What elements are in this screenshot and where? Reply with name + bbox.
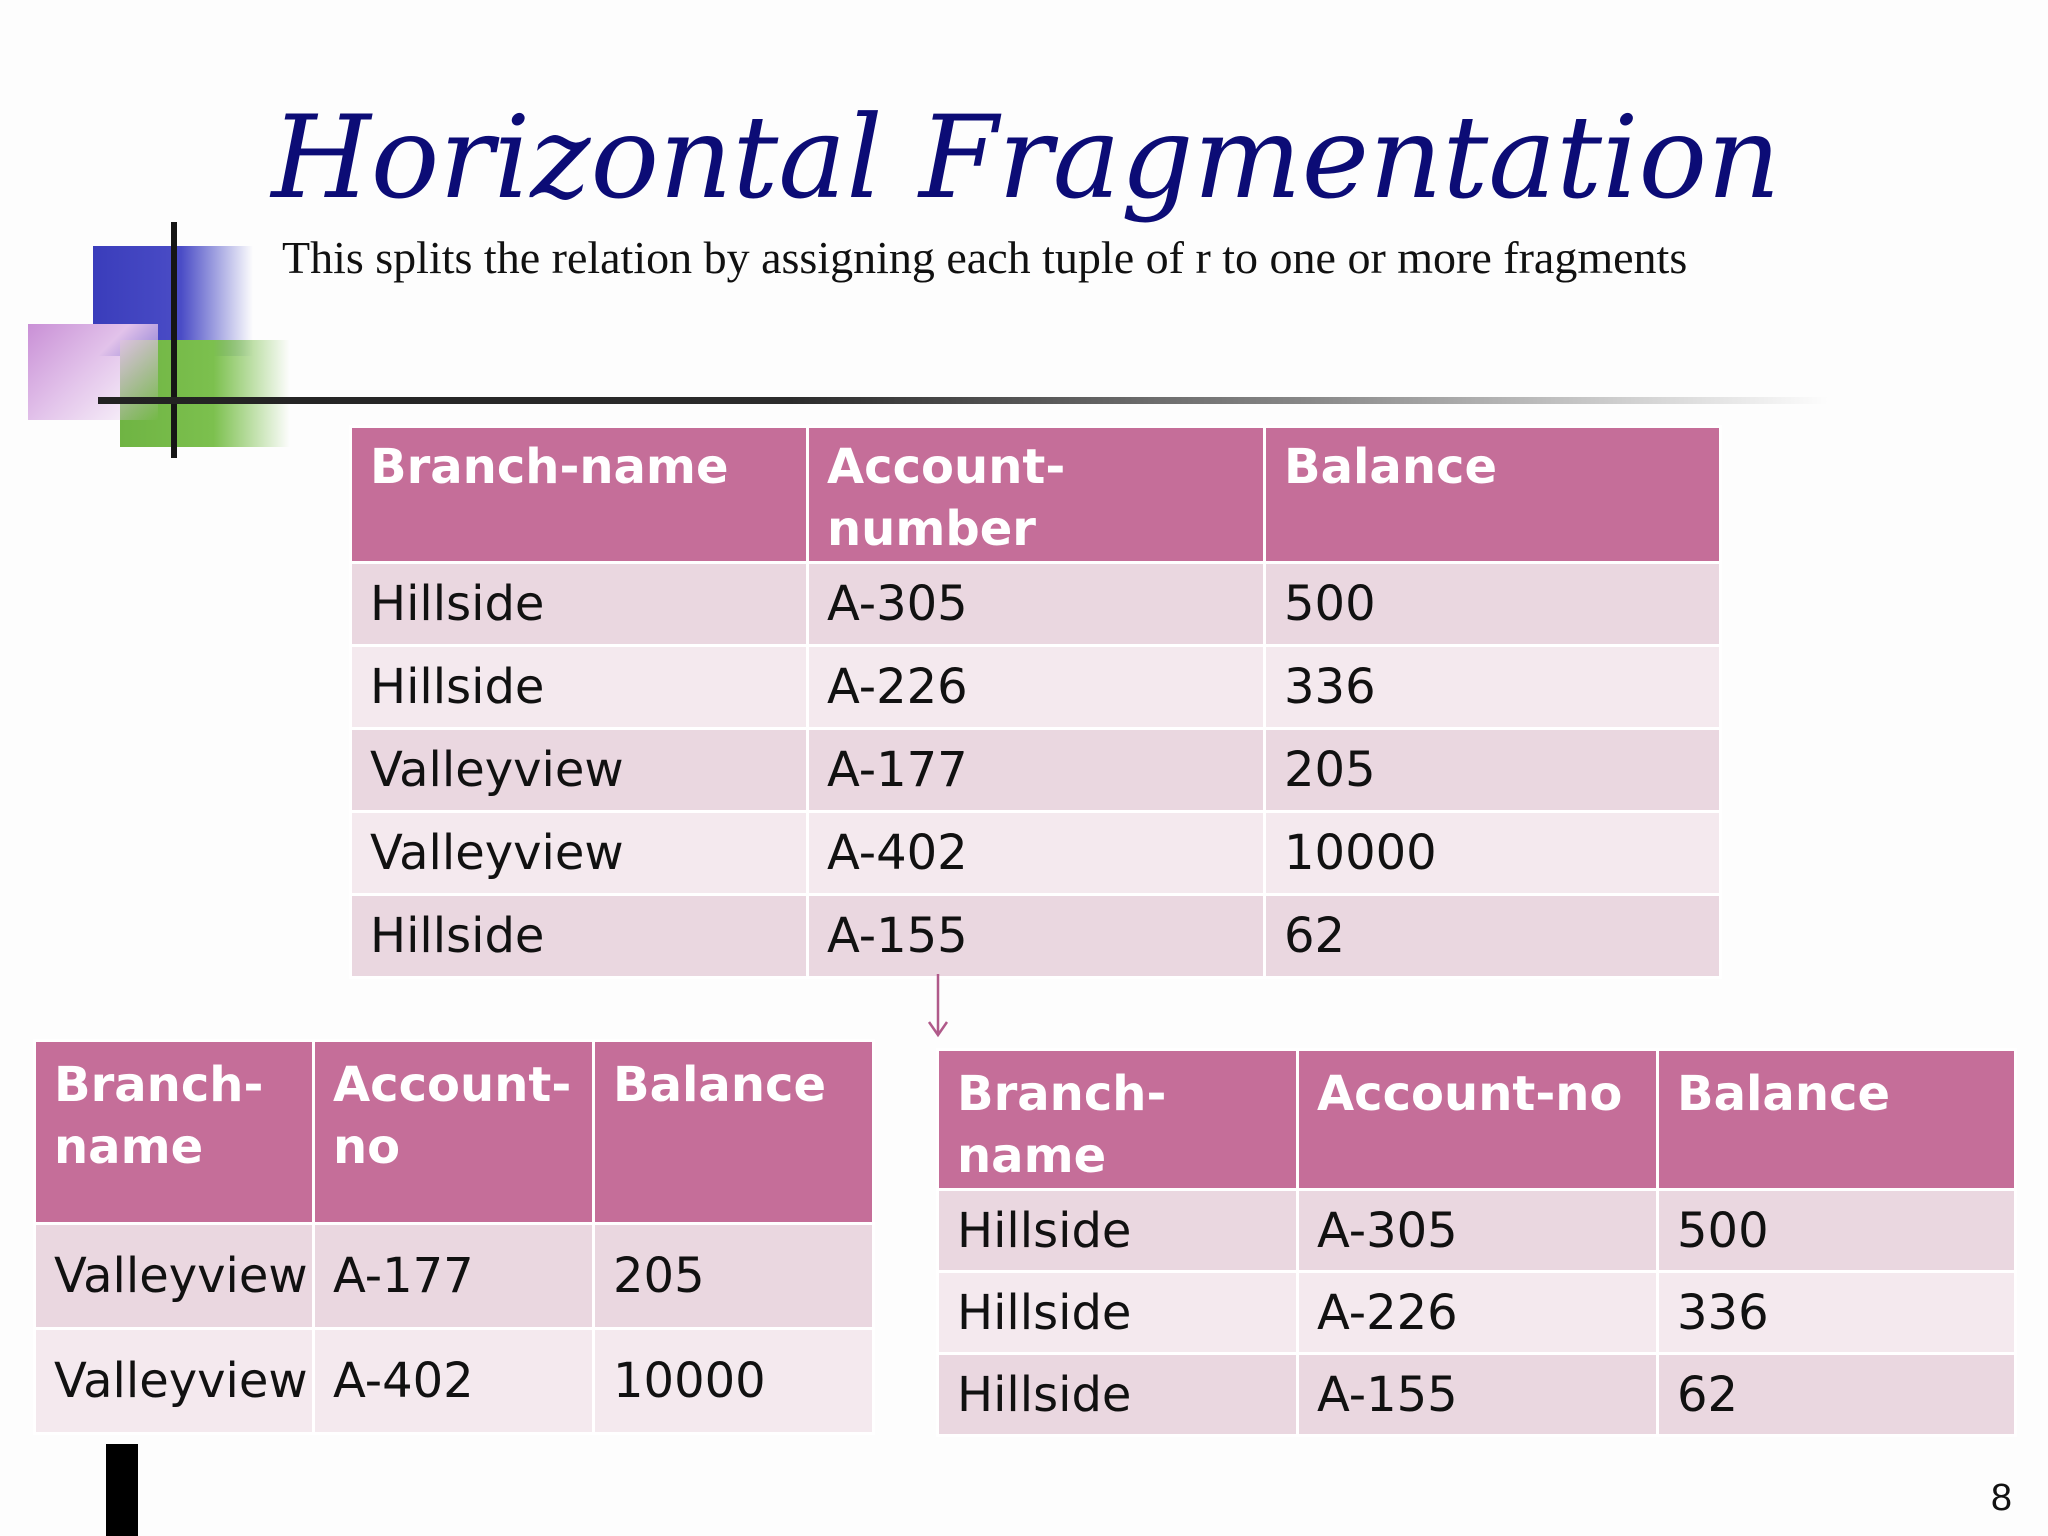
cell-balance: 10000 <box>1266 813 1719 893</box>
table-row <box>939 1273 2014 1352</box>
decor-horizontal-rule <box>98 397 1828 404</box>
cell-balance: 10000 <box>595 1330 872 1432</box>
cell-branch-name: Hillside <box>352 564 806 644</box>
table-header-row <box>352 428 1719 561</box>
table-row <box>352 564 1719 644</box>
column-header-account-number: Account-no <box>1299 1051 1656 1188</box>
valleyview-fragment-table <box>33 1039 875 1435</box>
table-row <box>36 1225 872 1327</box>
table-header-row <box>36 1042 872 1222</box>
table-header-row <box>939 1051 2014 1188</box>
column-header-balance: Balance <box>1659 1051 2014 1188</box>
decor-vertical-line <box>171 222 177 458</box>
cell-balance: 62 <box>1266 896 1719 976</box>
cell-branch-name: Hillside <box>939 1355 1296 1434</box>
column-header-branch-name: Branch- name <box>36 1042 312 1222</box>
cell-account-number: A-402 <box>315 1330 592 1432</box>
cell-account-number: A-177 <box>809 730 1263 810</box>
cell-branch-name: Hillside <box>352 647 806 727</box>
hillside-fragment-table <box>936 1048 2017 1437</box>
cell-account-number: A-226 <box>1299 1273 1656 1352</box>
cell-branch-name: Hillside <box>939 1273 1296 1352</box>
table-row <box>352 896 1719 976</box>
cell-balance: 500 <box>1266 564 1719 644</box>
cell-account-number: A-305 <box>1299 1191 1656 1270</box>
cell-balance: 62 <box>1659 1355 2014 1434</box>
cell-account-number: A-402 <box>809 813 1263 893</box>
cell-balance: 205 <box>1266 730 1719 810</box>
account-relation-table <box>349 425 1722 979</box>
cell-balance: 205 <box>595 1225 872 1327</box>
cell-account-number: A-155 <box>1299 1355 1656 1434</box>
cell-balance: 500 <box>1659 1191 2014 1270</box>
cell-balance: 336 <box>1659 1273 2014 1352</box>
cell-branch-name: Valleyview <box>352 813 806 893</box>
table-row <box>939 1355 2014 1434</box>
column-header-account-number: Account- number <box>809 428 1263 561</box>
table-row <box>352 730 1719 810</box>
cell-account-number: A-305 <box>809 564 1263 644</box>
cell-branch-name: Hillside <box>352 896 806 976</box>
decor-pink-square <box>28 324 158 420</box>
decor-bottom-bar <box>106 1444 138 1536</box>
cell-branch-name: Valleyview <box>352 730 806 810</box>
slide-subtitle: This splits the relation by assigning each tuple of r to one or more fragments <box>282 232 1688 283</box>
page-number: 8 <box>1990 1477 2012 1519</box>
cell-account-number: A-177 <box>315 1225 592 1327</box>
cell-account-number: A-155 <box>809 896 1263 976</box>
slide-title: Horizontal Fragmentation <box>271 91 1781 224</box>
cell-balance: 336 <box>1266 647 1719 727</box>
column-header-balance: Balance <box>595 1042 872 1222</box>
column-header-branch-name: Branch-name <box>352 428 806 561</box>
cell-branch-name: Hillside <box>939 1191 1296 1270</box>
cell-account-number: A-226 <box>809 647 1263 727</box>
table-row <box>352 647 1719 727</box>
table-row <box>939 1191 2014 1270</box>
cell-branch-name: Valleyview <box>36 1225 312 1327</box>
table-row <box>36 1330 872 1432</box>
arrow-down-icon <box>927 974 949 1038</box>
column-header-balance: Balance <box>1266 428 1719 561</box>
table-row <box>352 813 1719 893</box>
column-header-branch-name: Branch- name <box>939 1051 1296 1188</box>
column-header-account-number: Account- no <box>315 1042 592 1222</box>
cell-branch-name: Valleyview <box>36 1330 312 1432</box>
